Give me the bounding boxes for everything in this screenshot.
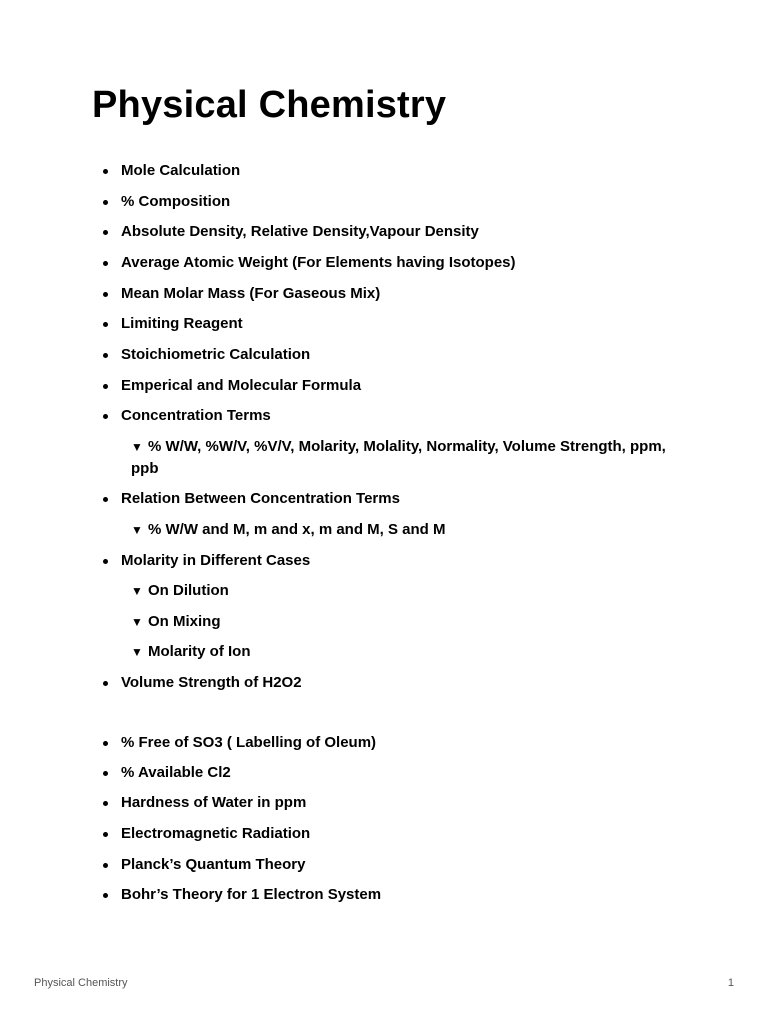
toggle-item-label: Molarity of Ion [148,643,251,660]
list-item: Electromagnetic Radiation [121,823,310,845]
page-title: Physical Chemistry [92,84,447,126]
list-item: Bohr’s Theory for 1 Electron System [121,884,381,906]
list-item: Absolute Density, Relative Density,Vapour Density [121,221,479,243]
list-item: Stoichiometric Calculation [121,344,310,366]
toggle-item-label: % W/W, %W/V, %V/V, Molarity, Molality, Normality, Volume Strength, ppm, ppb [131,438,666,477]
toggle-item[interactable] [131,436,691,480]
list-item: Limiting Reagent [121,313,243,335]
list-item: % Free of SO3 ( Labelling of Oleum) [121,732,376,754]
toggle-item-label: On Mixing [148,613,221,630]
list-item: Hardness of Water in ppm [121,792,306,814]
toggle-item[interactable] [131,580,229,602]
list-item: Emperical and Molecular Formula [121,375,361,397]
toggle-arrow-icon[interactable]: ▼ [131,440,143,454]
list-item: % Composition [121,191,230,213]
toggle-arrow-icon[interactable]: ▼ [131,584,143,598]
list-item: Molarity in Different Cases [121,550,310,572]
toggle-item[interactable] [131,519,446,541]
list-item: Planck’s Quantum Theory [121,854,306,876]
page-number: 1 [727,977,734,989]
toggle-item-label: On Dilution [148,582,229,599]
list-item: % Available Cl2 [121,762,231,784]
toggle-arrow-icon[interactable]: ▼ [131,645,143,659]
toggle-item-label: % W/W and M, m and x, m and M, S and M [148,521,446,538]
list-item: Relation Between Concentration Terms [121,488,400,510]
toggle-item[interactable] [131,641,251,663]
toggle-item[interactable] [131,611,221,633]
footer-title: Physical Chemistry [34,977,128,989]
list-item: Volume Strength of H2O2 [121,672,302,694]
list-item: Mole Calculation [121,160,240,182]
list-item: Mean Molar Mass (For Gaseous Mix) [121,283,380,305]
list-item: Concentration Terms [121,405,271,427]
toggle-arrow-icon[interactable]: ▼ [131,523,143,537]
toggle-arrow-icon[interactable]: ▼ [131,615,143,629]
list-item: Average Atomic Weight (For Elements having Isotopes) [121,252,516,274]
